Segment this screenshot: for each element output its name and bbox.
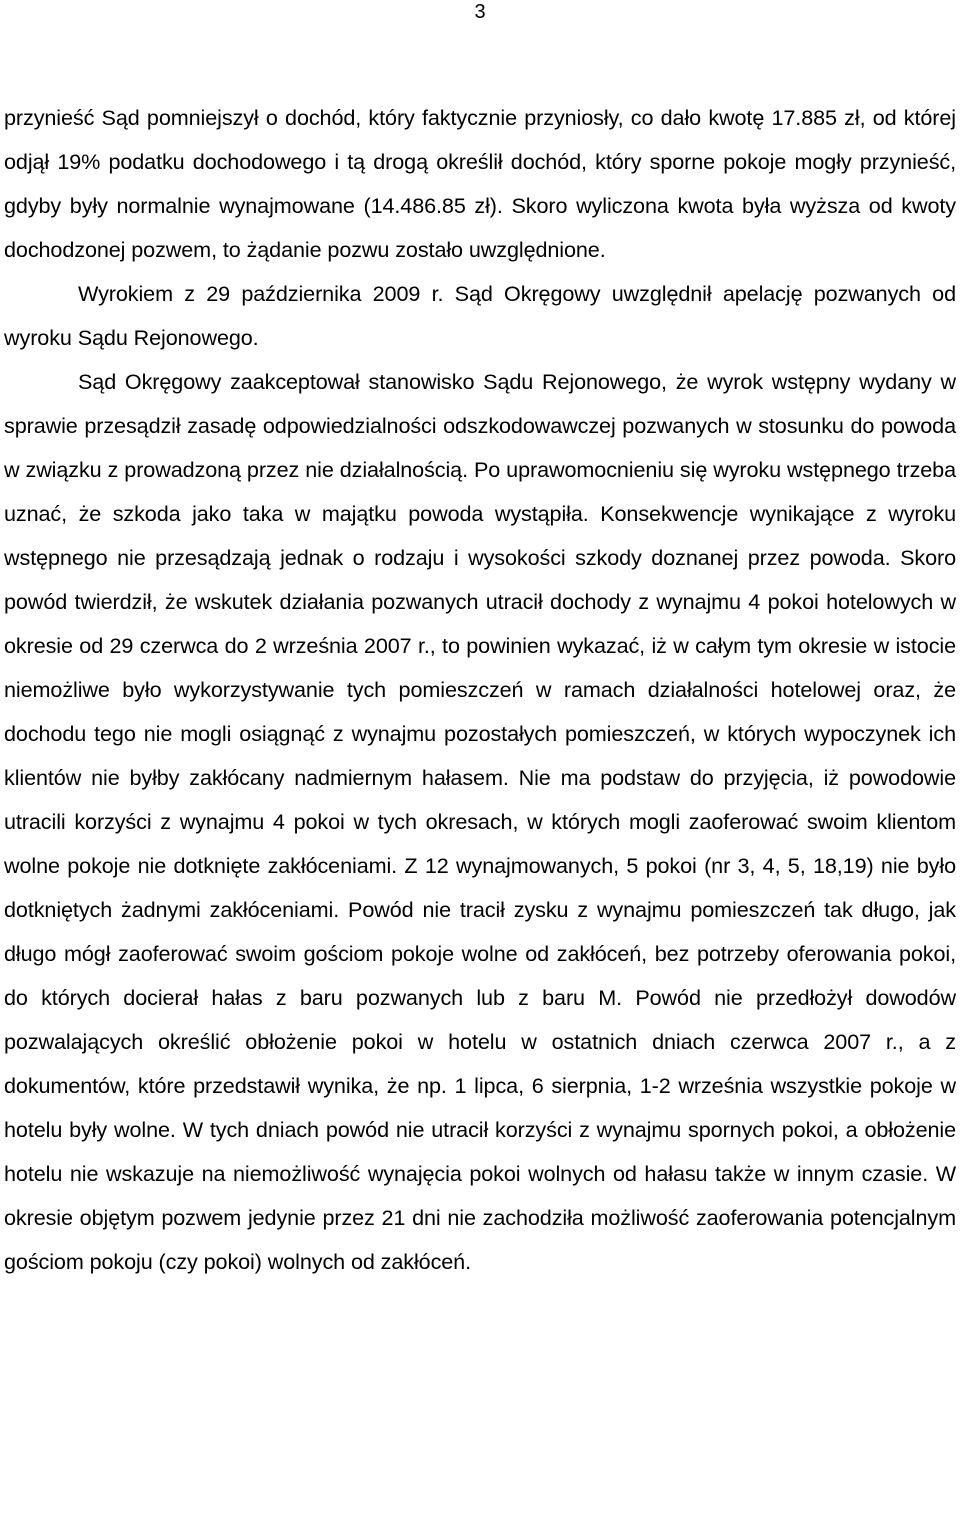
paragraph-verdict: Wyrokiem z 29 października 2009 r. Sąd Okręgowy uwzględnił apelację pozwanych od wyroku Sądu Rejonowego. bbox=[4, 281, 956, 350]
page-number: 3 bbox=[474, 1, 486, 23]
paragraph-continuation: przynieść Sąd pomniejszył o dochód, który faktycznie przyniosły, co dało kwotę 17.885 zł, od której odjął 19% podatku dochodowego i tą drogą określił dochód, który sporne pokoje mogły przynieść, gdyby były normalnie wynajmowane (14.486.85 zł). Skoro wyliczona kwota była wyższa od kwoty dochodzonej pozwem, to żądanie pozwu zostało uwzględnione. bbox=[4, 105, 956, 262]
document-body bbox=[4, 96, 956, 1284]
paragraph-court-reasoning: Sąd Okręgowy zaakceptował stanowisko Sądu Rejonowego, że wyrok wstępny wydany w sprawie przesądził zasadę odpowiedzialności odszkodowawczej pozwanych w stosunku do powoda w związku z prowadzoną przez nie działalnością. Po uprawomocnieniu się wyroku wstępnego trzeba uznać, że szkoda jako taka w majątku powoda wystąpiła. Konsekwencje wynikające z wyroku wstępnego nie przesądzają jednak o rodzaju i wysokości szkody doznanej przez powoda. Skoro powód twierdził, że wskutek działania pozwanych utracił dochody z wynajmu 4 pokoi hotelowych w okresie od 29 czerwca do 2 września 2007 r., to powinien wykazać, iż w całym tym okresie w istocie niemożliwe było wykorzystywanie tych pomieszczeń w ramach działalności hotelowej oraz, że dochodu tego nie mogli osiągnąć z wynajmu pozostałych pomieszczeń, w których wypoczynek ich klientów nie byłby zakłócany nadmiernym hałasem. Nie ma podstaw do przyjęcia, iż powodowie utracili korzyści z wynajmu 4 pokoi w tych okresach, w których mogli zaoferować swoim klientom wolne pokoje nie dotknięte zakłóceniami. Z 12 wynajmowanych, 5 pokoi (nr 3, 4, 5, 18,19) nie było dotkniętych żadnymi zakłóceniami. Powód nie tracił zysku z wynajmu pomieszczeń tak długo, jak długo mógł zaoferować swoim gościom pokoje wolne od zakłóceń, bez potrzeby oferowania pokoi, do których docierał hałas z baru pozwanych lub z baru M. Powód nie przedłożył dowodów pozwalających określić obłożenie pokoi w hotelu w ostatnich dniach czerwca 2007 r., a z dokumentów, które przedstawił wynika, że np. 1 lipca, 6 sierpnia, 1-2 września wszystkie pokoje w hotelu były wolne. W tych dniach powód nie utracił korzyści z wynajmu spornych pokoi, a obłożenie hotelu nie wskazuje na niemożliwość wynajęcia pokoi wolnych od hałasu także w innym czasie. W okresie objętym pozwem jedynie przez 21 dni nie zachodziła możliwość zaoferowania potencjalnym gościom pokoju (czy pokoi) wolnych od zakłóceń. bbox=[4, 369, 956, 1274]
